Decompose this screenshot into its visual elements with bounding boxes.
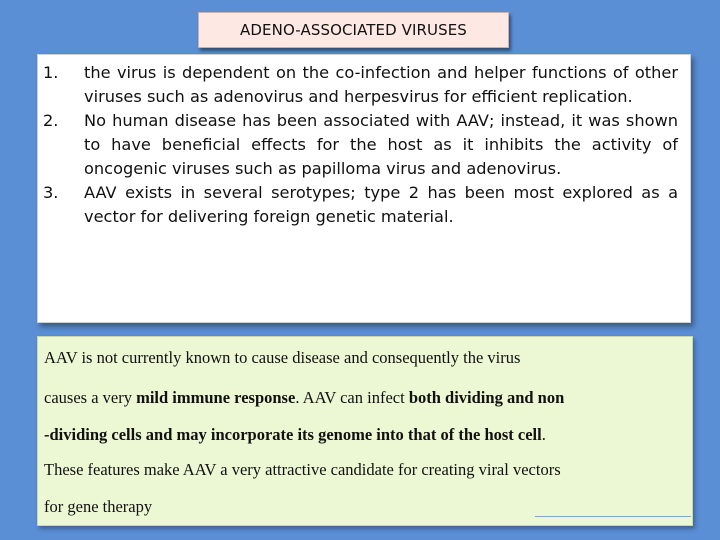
summary-emphasis: mild immune response [136,388,296,407]
summary-emphasis: both dividing and non [408,388,565,407]
summary-text: . AAV can infect [295,388,409,407]
summary-text: . [541,425,546,444]
summary-text: AAV is not currently known to cause disease and consequently the virus [44,348,521,367]
decorative-underline [535,516,691,517]
list-item-number: 2. [43,111,59,130]
list-item-text: the virus is dependent on the co-infection and helper functions of other viruses such as adenovirus and herpesvirus for efficient replication. [84,63,678,106]
summary-line-1 [44,348,520,368]
summary-line-2 [44,388,564,408]
list-item [38,181,678,229]
list-item [38,109,678,181]
summary-text: These features make AAV a very attractive candidate for creating viral vectors [44,460,561,479]
summary-line-3 [44,425,546,445]
summary-line-5 [44,497,152,517]
summary-line-4 [44,460,561,480]
list-item-number: 3. [43,183,59,202]
slide-title: ADENO-ASSOCIATED VIRUSES [240,21,467,39]
numbered-list [38,61,678,229]
numbered-list-box [37,54,691,323]
list-item [38,61,678,109]
summary-text: causes a very [44,388,137,407]
summary-box [37,336,693,526]
summary-text: for gene therapy [44,497,153,516]
list-item-text: AAV exists in several serotypes; type 2 has been most explored as a vector for delivering foreign genetic material. [84,183,678,226]
summary-emphasis: -dividing cells and may incorporate its genome into that of the host cell [44,425,542,444]
list-item-number: 1. [43,63,59,82]
slide-title-box [198,12,509,48]
list-item-text: No human disease has been associated with AAV; instead, it was shown to have beneficial effects for the host as it inhibits the activity of oncogenic viruses such as papilloma virus and adenovirus. [84,111,678,178]
